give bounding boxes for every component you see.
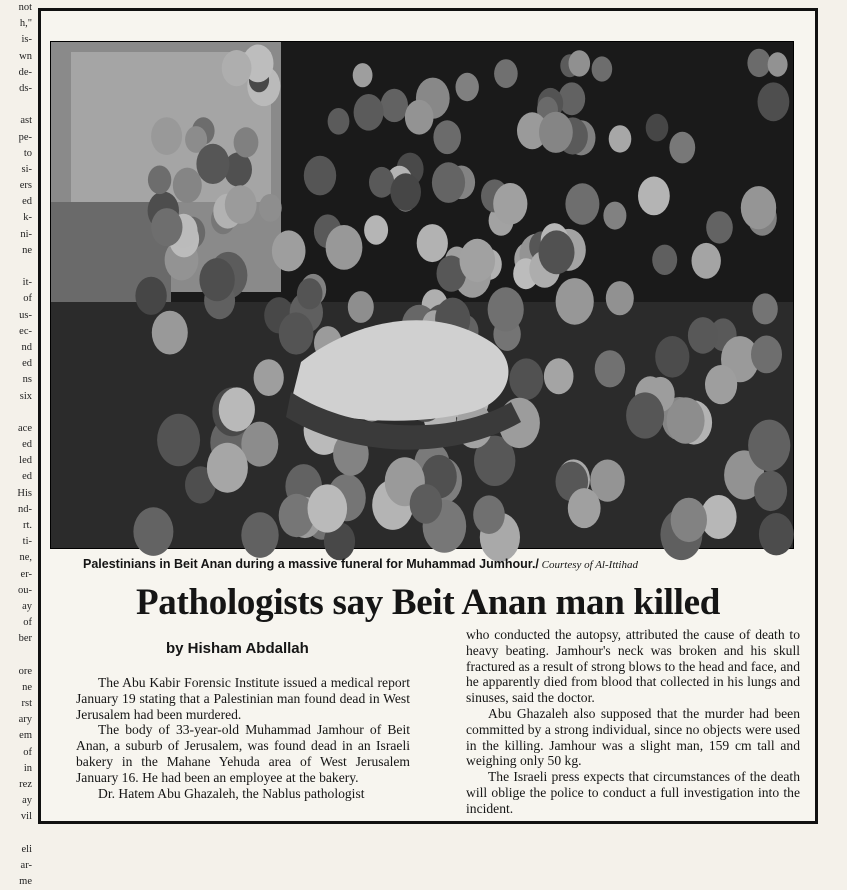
byline: by Hisham Abdallah <box>166 640 309 657</box>
fragment-line: us- <box>19 309 32 321</box>
crowd-head <box>595 350 625 387</box>
fragment-line: ni- <box>20 228 32 240</box>
fragment-line: rt. <box>22 520 32 531</box>
crowd-head <box>326 225 363 270</box>
crowd-head <box>353 63 373 87</box>
fragment-line: ace <box>18 422 32 434</box>
fragment-line: ay <box>22 795 32 807</box>
crowd-head <box>433 120 461 154</box>
crowd-head <box>669 132 695 164</box>
fragment-line <box>0 648 32 664</box>
crowd-head <box>473 495 505 534</box>
fragment-line: wn <box>19 50 32 62</box>
fragment-line: ers <box>19 180 32 192</box>
crowd-head <box>410 484 442 524</box>
crowd-head <box>752 293 777 324</box>
crowd-head <box>539 112 573 153</box>
fragment-line: k- <box>23 212 32 224</box>
crowd-head <box>369 167 394 198</box>
crowd-head <box>569 50 591 76</box>
crowd-head <box>222 50 252 86</box>
crowd-head <box>688 317 718 354</box>
crowd-head <box>655 336 689 378</box>
crowd-head <box>354 94 384 131</box>
crowd-head <box>509 358 543 400</box>
crowd-head <box>304 156 336 196</box>
fragment-line: nd- <box>18 503 32 515</box>
crowd-head <box>638 177 670 216</box>
fragment-line: ds- <box>19 82 32 94</box>
headline: Pathologists say Beit Anan man killed <box>135 582 721 623</box>
fragment-line: si- <box>21 163 32 175</box>
fragment-line: ed <box>22 358 32 370</box>
fragment-line: rez <box>19 779 32 790</box>
crowd-head <box>759 513 794 555</box>
fragment-line: ary <box>18 714 32 726</box>
paragraph: The Abu Kabir Forensic Institute issued a medical report January 19 stating that a Palestinian man found dead in West Jerusalem had been murdered. <box>76 675 410 722</box>
paragraph: The body of 33-year-old Muhammad Jamhour of Beit Anan, a suburb of Jerusalem, was found dead in an Israeli bakery in the Mahane Yehuda area of West Jerusalem January 16. He had been an employee at the bakery. <box>76 722 410 785</box>
crowd-head <box>381 89 408 122</box>
fragment-line: ast <box>20 115 32 127</box>
paragraph: Abu Ghazaleh also supposed that the murder had been committed by a strong individual, since no objects were used in the killing. Jamhour was a slight man, 159 cm tall and weighing only 50 kg. <box>466 705 800 769</box>
crowd-head <box>219 387 255 431</box>
crowd-head <box>417 224 448 262</box>
caption-text: Palestinians in Beit Anan during a massive funeral for Muhammad Jumhour./ <box>83 557 539 571</box>
crowd-head <box>748 420 790 472</box>
fragment-line: ne <box>22 681 32 693</box>
fragment-line: is- <box>21 34 32 46</box>
crowd-head <box>254 359 284 396</box>
crowd-head <box>568 488 601 528</box>
fragment-line <box>0 405 32 421</box>
crowd-head <box>173 168 202 203</box>
crowd-head <box>279 312 314 354</box>
fragment-line: ed <box>22 471 32 483</box>
fragment-line: eli <box>21 843 32 855</box>
crowd-head <box>751 336 782 374</box>
crowd-head <box>768 52 788 76</box>
crowd-head <box>592 56 613 81</box>
fragment-line: ed <box>22 439 32 451</box>
crowd-head <box>225 185 257 224</box>
crowd-head <box>272 230 306 271</box>
photo-illustration <box>51 42 793 548</box>
crowd-head <box>754 471 787 511</box>
crowd-head <box>667 397 705 443</box>
crowd-head <box>196 144 229 184</box>
crowd-head <box>151 208 182 246</box>
fragment-line <box>0 259 32 275</box>
crowd-head <box>747 49 770 77</box>
crowd-head <box>706 211 733 243</box>
crowd-head <box>348 291 374 323</box>
crowd-head <box>606 281 634 315</box>
crowd-head <box>494 59 518 88</box>
crowd-head <box>157 414 200 466</box>
crowd-head <box>241 512 278 558</box>
crowd-head <box>652 245 677 275</box>
adjacent-column-fragments <box>0 0 32 888</box>
fragment-line: ou- <box>18 584 32 596</box>
crowd-head <box>390 173 421 210</box>
crowd-head <box>556 278 594 325</box>
crowd-head <box>207 443 248 493</box>
crowd-head <box>493 183 527 225</box>
fragment-line: ns <box>22 374 32 386</box>
fragment-line: ber <box>18 633 32 645</box>
crowd-head <box>405 100 434 135</box>
fragment-line: ec- <box>19 325 32 337</box>
crowd-head <box>741 186 776 229</box>
fragment-line: er- <box>20 568 32 580</box>
fragment-line: rst <box>21 698 32 710</box>
fragment-line: of <box>23 746 32 758</box>
crowd-head <box>456 73 479 101</box>
fragment-line: ed <box>22 196 32 208</box>
fragment-line: pe- <box>18 131 32 143</box>
fragment-line: six <box>19 390 32 402</box>
fragment-line: h," <box>19 18 32 30</box>
crowd-head <box>626 392 664 438</box>
paragraph: Dr. Hatem Abu Ghazaleh, the Nablus pathologist <box>98 785 365 801</box>
fragment-line: led <box>19 455 32 467</box>
fragment-line: not <box>18 2 32 13</box>
crowd-head <box>609 125 632 152</box>
fragment-line <box>0 97 32 113</box>
photo-credit: Courtesy of Al-Ittihad <box>538 559 638 571</box>
fragment-line: ar- <box>20 859 32 871</box>
crowd-head <box>308 484 348 532</box>
fragment-line: ne, <box>19 552 32 564</box>
crowd-head <box>133 507 173 556</box>
crowd-head <box>199 258 234 301</box>
fragment-line: of <box>23 617 32 629</box>
fragment-line: ne <box>22 244 32 256</box>
crowd-head <box>692 243 721 279</box>
crowd-head <box>671 498 707 542</box>
fragment-line: ore <box>18 665 32 677</box>
crowd-head <box>432 162 465 203</box>
fragment-line: ti- <box>22 536 32 548</box>
fragment-line: His <box>17 487 32 499</box>
crowd-head <box>488 287 524 331</box>
crowd-head <box>539 230 575 274</box>
fragment-line: vil <box>20 811 32 823</box>
crowd-head <box>151 117 182 155</box>
photo-caption <box>83 557 783 571</box>
crowd-head <box>603 202 626 230</box>
fragment-line: me <box>19 876 32 888</box>
crowd-head <box>152 311 188 355</box>
paragraph: The Israeli press expects that circumstances of the death will oblige the police to conduct a full investigation into the incident. <box>466 769 800 816</box>
fragment-line: to <box>23 147 32 159</box>
fragment-line: it- <box>22 277 32 289</box>
crowd-head <box>148 166 171 195</box>
fragment-line: in <box>23 762 32 774</box>
crowd-head <box>460 239 496 282</box>
crowd-head <box>328 108 350 135</box>
crowd-head <box>646 114 669 142</box>
fragment-line: em <box>19 730 32 742</box>
fragment-line: nd <box>21 341 32 353</box>
crowd-head <box>135 277 166 315</box>
paragraph: who conducted the autopsy, attributed the cause of death to heavy beating. Jamhour's neck was broken and his skull fractured as a result of strong blows to the head and face, and he apparently died from blood that collected in his lungs and sinuses, said the doctor. <box>466 627 800 706</box>
crowd-head <box>758 82 790 121</box>
crowd-head <box>297 278 323 309</box>
fragment-line: ay <box>22 600 32 612</box>
fragment-line: of <box>23 293 32 305</box>
crowd-head <box>705 365 737 404</box>
article-column-1 <box>76 675 410 801</box>
article-column-2 <box>466 627 800 817</box>
fragment-line: de- <box>18 66 32 78</box>
crowd-head <box>544 358 574 394</box>
fragment-line <box>0 826 32 842</box>
crowd-head <box>364 215 388 244</box>
crowd-head <box>234 127 259 157</box>
crowd-head <box>565 183 599 224</box>
crowd-head <box>259 194 282 222</box>
funeral-photo <box>50 41 794 549</box>
